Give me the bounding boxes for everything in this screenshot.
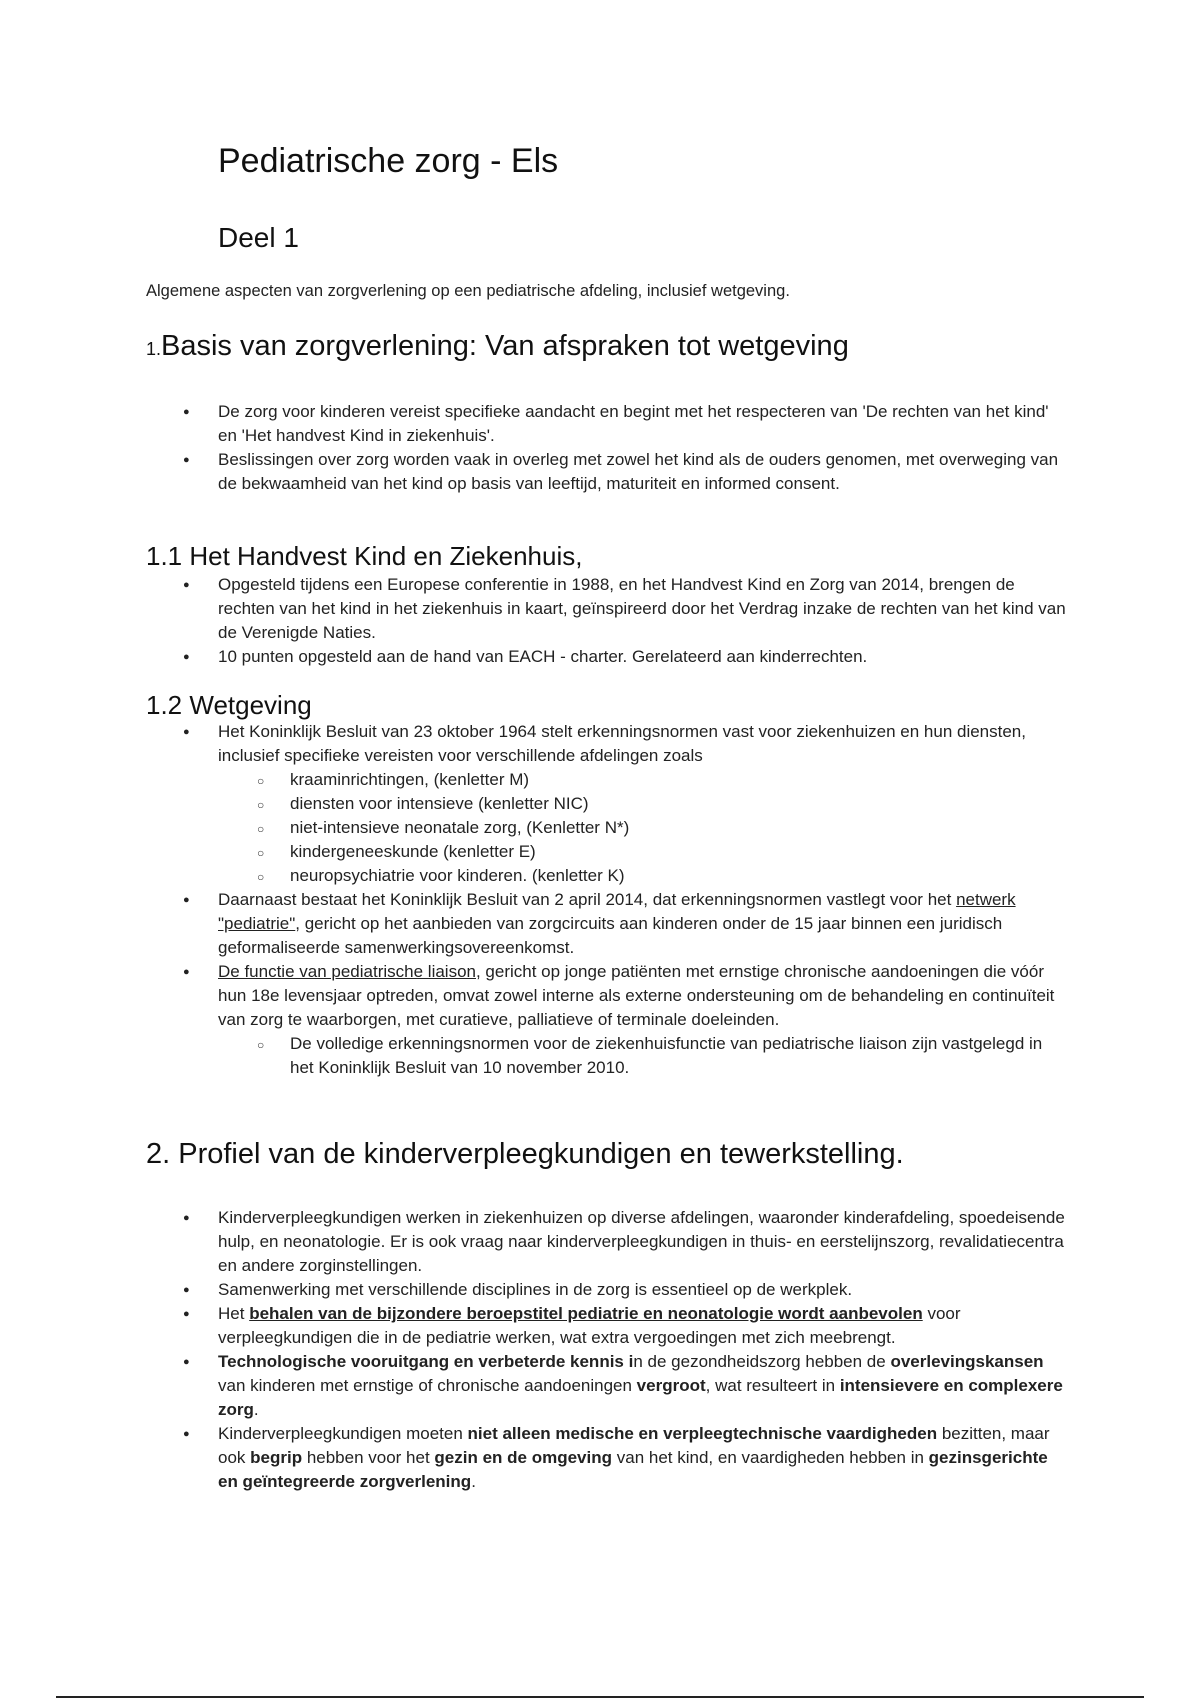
section-2-heading — [146, 1138, 904, 1171]
list-item: ● De zorg voor kinderen vereist specifieke aandacht en begint met het respecteren van 'De rechten van het kind' en 'Het handvest Kind in ziekenhuis'. — [218, 400, 1068, 448]
section-1-number: 1. — [146, 339, 162, 359]
underlined-text: De functie van pediatrische liaison — [218, 962, 476, 981]
section-2-title: 2. Profiel van de kinderverpleegkundigen en tewerkstelling. — [146, 1138, 904, 1170]
underlined-text: netwerk "pediatrie" — [218, 890, 1016, 933]
text-run: Daarnaast bestaat het Koninklijk Besluit van 2 april 2014, dat erkenningsnormen vastlegt voor het — [218, 890, 957, 909]
document-title: Pediatrische zorg - Els — [218, 142, 559, 180]
text-run: van kinderen met ernstige of chronische aandoeningen — [218, 1376, 637, 1395]
list-item — [218, 1350, 1068, 1422]
bold-text: overlevingskansen — [890, 1352, 1044, 1371]
text-run: , wat resulteert in — [705, 1376, 840, 1395]
list-item: ● Opgesteld tijdens een Europese conferentie in 1988, en het Handvest Kind en Zorg van 2014, brengen de rechten van het kind in het ziekenhuis in kaart, geïnspireerd door het Verdrag inzake de rechten van het kind van de Verenigde Naties. — [218, 573, 1068, 645]
document-subtitle: Deel 1 — [218, 222, 299, 253]
text-run: . — [471, 1472, 476, 1491]
text-run: Kinderverpleegkundigen moeten — [218, 1424, 468, 1443]
bold-text: begrip — [250, 1448, 303, 1467]
text-run: hebben voor het — [302, 1448, 435, 1467]
bold-text: intensievere en complexere zorg — [218, 1376, 1063, 1419]
list-item — [218, 1422, 1068, 1494]
list-item: ● Beslissingen over zorg worden vaak in overleg met zowel het kind als de ouders genomen, met overweging van de bekwaamheid van het kind op basis van leeftijd, maturiteit en informed consent. — [218, 448, 1068, 496]
sub-list-item: ○ niet-intensieve neonatale zorg, (Kenletter N*) — [290, 816, 1068, 840]
bold-underlined-text: behalen van de bijzondere beroepstitel pediatrie en neonatologie wordt aanbevolen — [249, 1304, 923, 1323]
sub-list-item: ○ De volledige erkenningsnormen voor de ziekenhuisfunctie van pediatrische liaison zijn vastgelegd in het Koninklijk Besluit van 10 november 2010. — [290, 1032, 1068, 1080]
sub-list-item: ○ kindergeneeskunde (kenletter E) — [290, 840, 1068, 864]
page-divider — [56, 1696, 1144, 1698]
bold-text: gezinsgerichte en geïntegreerde zorgverlening — [218, 1448, 1048, 1491]
text-run: Het — [218, 1304, 250, 1323]
list-item-text: Het Koninklijk Besluit van 23 oktober 1964 stelt erkenningsnormen vast voor ziekenhuizen en hun diensten, inclusief specifieke vereisten voor verschillende afdelingen zoals — [218, 722, 1026, 765]
section-1-1-heading: 1.1 Het Handvest Kind en Ziekenhuis, — [146, 541, 583, 571]
sub-list-item: ○ diensten voor intensieve (kenletter NIC) — [290, 792, 1068, 816]
list-item — [218, 960, 1068, 1080]
list-item: ● Samenwerking met verschillende disciplines in de zorg is essentieel op de werkplek. — [218, 1278, 1068, 1302]
sub-list — [218, 1032, 1068, 1080]
section-1-heading — [146, 330, 849, 363]
section-1-2-list — [218, 720, 1068, 1080]
section-2-list — [218, 1206, 1068, 1494]
list-item: ● Kinderverpleegkundigen werken in ziekenhuizen op diverse afdelingen, waaronder kinderafdeling, spoedeisende hulp, en neonatologie. Er is ook vraag naar kinderverpleegkundigen in thuis- en eerstelijnszorg, revalidatiecentra en andere zorginstellingen. — [218, 1206, 1068, 1278]
sub-list — [218, 768, 1068, 888]
section-1-2-heading: 1.2 Wetgeving — [146, 690, 312, 720]
bold-text: niet alleen medische en verpleegtechnische vaardigheden — [467, 1424, 938, 1443]
sub-list-item: ○ kraaminrichtingen, (kenletter M) — [290, 768, 1068, 792]
text-run: , gericht op jonge patiënten met ernstige chronische aandoeningen die vóór hun 18e levensjaar optreden, omvat zowel interne als externe ondersteuning om de behandeling en continuïteit van zorg te waarborgen, met curatieve, palliatieve of terminale doeleinden. — [218, 962, 1055, 1029]
bold-text: vergroot — [636, 1376, 706, 1395]
bold-text: gezin en de omgeving — [434, 1448, 613, 1467]
text-run: voor verpleegkundigen die in de pediatrie werken, wat extra vergoedingen met zich meebrengt. — [218, 1304, 961, 1347]
section-1-title: Basis van zorgverlening: Van afspraken tot wetgeving — [161, 330, 849, 362]
section-1-1-list — [218, 573, 1068, 669]
text-run: . — [253, 1400, 259, 1419]
text-run: bezitten, maar ook — [218, 1424, 1050, 1467]
list-item — [218, 888, 1068, 960]
bold-text: Technologische vooruitgang en verbeterde kennis i — [218, 1352, 634, 1371]
list-item: ● 10 punten opgesteld aan de hand van EACH - charter. Gerelateerd aan kinderrechten. — [218, 645, 1068, 669]
text-run: n de gezondheidszorg hebben de — [633, 1352, 891, 1371]
text-run: van het kind, en vaardigheden hebben in — [612, 1448, 929, 1467]
list-item — [218, 720, 1068, 888]
text-run: , gericht op het aanbieden van zorgcircuits aan kinderen onder de 15 jaar binnen een juridisch geformaliseerde samenwerkingsovereenkomst. — [218, 914, 1003, 957]
sub-list-item: ○ neuropsychiatrie voor kinderen. (kenletter K) — [290, 864, 1068, 888]
list-item — [218, 1302, 1068, 1350]
intro-paragraph: Algemene aspecten van zorgverlening op een pediatrische afdeling, inclusief wetgeving. — [146, 282, 790, 300]
section-1-list — [218, 400, 1068, 496]
